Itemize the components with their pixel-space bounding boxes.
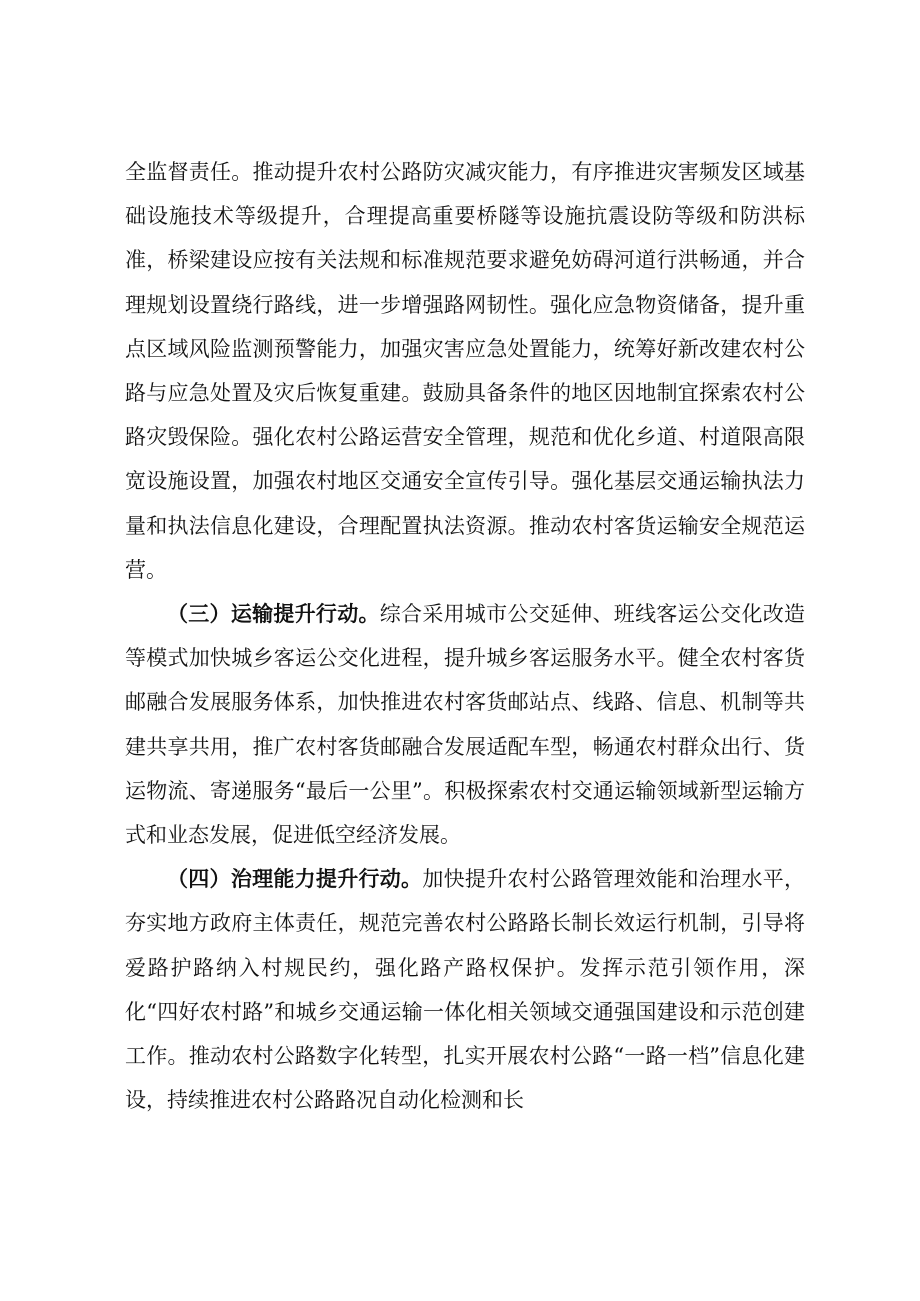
paragraph-transport-upgrade bbox=[125, 592, 805, 857]
paragraph-text: 加快提升农村公路管理效能和治理水平，夯实地方政府主体责任，规范完善农村公路路长制长效运行机制，引导将爱路护路纳入村规民约，强化路产路权保护。发挥示范引领作用，深化“四好农村路”和城乡交通运输一体化相关领域交通强国建设和示范创建工作。推动农村公路数字化转型，扎实开展农村公路“一路一档”信息化建设，持续推进农村公路路况自动化检测和长 bbox=[125, 867, 806, 1113]
section-heading-transport: （三）运输提升行动。 bbox=[167, 602, 380, 627]
paragraph-governance-upgrade bbox=[125, 857, 805, 1122]
paragraph-text: 全监督责任。推动提升农村公路防灾减灾能力，有序推进灾害频发区域基础设施技术等级提升，合理提高重要桥隧等设施抗震设防等级和防洪标准，桥梁建设应按有关法规和标准规范要求避免妨碍河道行洪畅通，并合理规划设置绕行路线，进一步增强路网韧性。强化应急物资储备，提升重点区域风险监测预警能力，加强灾害应急处置能力，统筹好新改建农村公路与应急处置及灾后恢复重建。鼓励具备条件的地区因地制宜探索农村公路灾毁保险。强化农村公路运营安全管理，规范和优化乡道、村道限高限宽设施设置，加强农村地区交通安全宣传引导。强化基层交通运输执法力量和执法信息化建设，合理配置执法资源。推动农村客货运输安全规范运营。 bbox=[125, 160, 805, 582]
paragraph-continuation bbox=[125, 150, 805, 592]
document-body bbox=[125, 150, 805, 1122]
section-heading-governance: （四）治理能力提升行动。 bbox=[167, 867, 423, 892]
paragraph-text: 综合采用城市公交延伸、班线客运公交化改造等模式加快城乡客运公交化进程，提升城乡客运服务水平。健全农村客货邮融合发展服务体系，加快推进农村客货邮站点、线路、信息、机制等共建共享共用，推广农村客货邮融合发展适配车型，畅通农村群众出行、货运物流、寄递服务“最后一公里”。积极探索农村交通运输领域新型运输方式和业态发展，促进低空经济发展。 bbox=[125, 602, 806, 848]
